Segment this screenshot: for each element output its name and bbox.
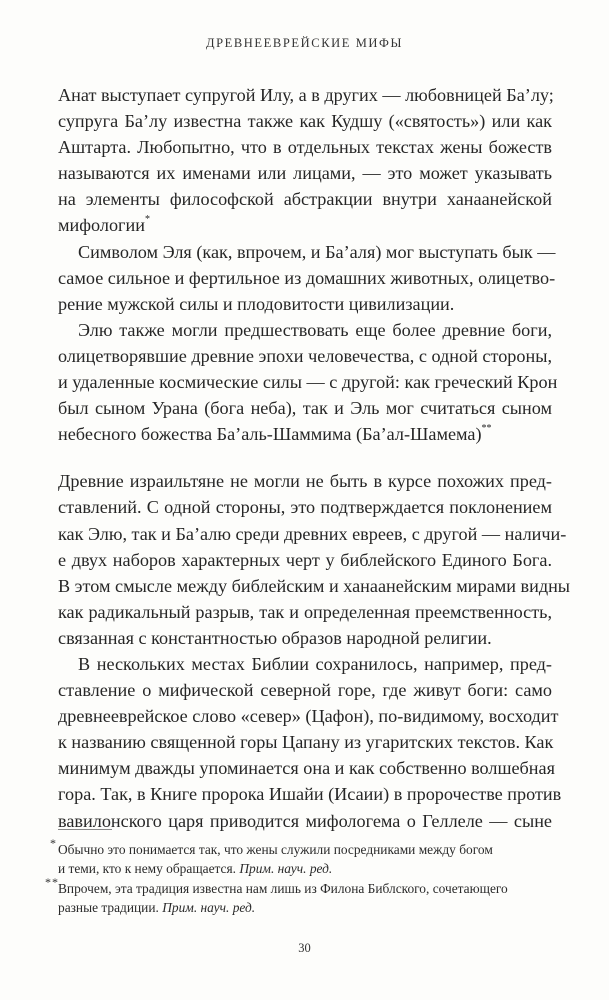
paragraph-5 <box>58 651 562 834</box>
text-line: древнееврейское слово «север» (Цафон), по-видимому, восходит <box>58 706 559 727</box>
text-line <box>58 212 552 238</box>
text-line: супруга Ба’лу известна также как Кудшу («святость») или как <box>58 111 552 132</box>
text-line: олицетворявшие древние эпохи человечества, с одной стороны, <box>58 345 552 366</box>
footnote-ref-1[interactable]: * <box>144 214 150 226</box>
text-line: Символом Эля (как, впрочем, и Ба’аля) мог выступать бык — <box>78 241 556 262</box>
paragraph-4 <box>58 468 571 651</box>
text-line: как радикальный разрыв, так и определенная преемственность, <box>58 601 552 622</box>
text-line-content: небесного божества Ба’аль-Шаммима (Ба’ал-Шамема) <box>58 424 482 445</box>
text-line: к названию священной горы Цапану из угаритских текстов. Как <box>58 732 554 753</box>
text-line: Анат выступает супругой Илу, а в других — любовницей Ба’лу; <box>58 85 554 105</box>
text-line: Аштарта. Любопытно, что в отдельных текстах жены божеств <box>58 137 552 158</box>
editor-note: Прим. науч. ред. <box>239 861 333 877</box>
paragraph-3 <box>58 317 558 447</box>
footnote-text: разные традиции. <box>58 899 163 915</box>
footnote-text: и теми, кто к нему обращается. <box>58 861 240 877</box>
text-line: ставление о мифической северной горе, где живут боги: само <box>58 680 552 701</box>
footnote-mark: * <box>50 836 56 850</box>
footnote-line <box>58 859 552 878</box>
text-line-content: мифологии <box>58 215 145 236</box>
footnote-1 <box>50 836 552 879</box>
text-line <box>58 421 552 447</box>
paragraph-1 <box>58 82 552 239</box>
text-line: был сыном Урана (бога неба), так и Эль мог считаться сыном <box>58 398 552 419</box>
running-title: ДРЕВНЕЕВРЕЙСКИЕ МИФЫ <box>205 36 404 50</box>
footnote-line: Обычно это понимается так, что жены служили посредниками между богом <box>58 842 493 857</box>
paragraph-2 <box>58 239 556 317</box>
text-line: ставлений. С одной стороны, это подтверждается поклонением <box>58 497 552 518</box>
footnote-2 <box>45 874 552 918</box>
text-line: минимум дважды упоминается она и как собственно волшебная <box>58 758 555 779</box>
text-line: на элементы философской абстракции внутри ханаанейской <box>58 189 552 210</box>
footnote-ref-2[interactable]: ** <box>481 423 492 435</box>
footnote-mark: ** <box>45 874 59 889</box>
text-line: В нескольких местах Библии сохранилось, например, пред- <box>78 653 552 674</box>
text-line: и удаленные космические силы — с другой: как греческий Крон <box>58 372 558 393</box>
section-break <box>58 447 552 468</box>
text-line: как Элю, так и Ба’алю среди древних евреев, с другой — наличи- <box>58 523 567 544</box>
text-line: гора. Так, в Книге пророка Ишайи (Исаии) в пророчестве против <box>58 784 562 805</box>
footnotes <box>45 836 552 917</box>
footnote-divider <box>58 829 112 830</box>
text-line: самое сильное и фертильное из домашних животных, олицетво- <box>58 267 556 288</box>
text-line: Элю также могли предшествовать еще более древние боги, <box>78 319 552 340</box>
text-line: вавилонского царя приводится мифологема о Геллеле — сыне <box>58 810 552 831</box>
text-line: рение мужской силы и плодовитости цивилизации. <box>58 293 455 314</box>
text-line: называются их именами или лицами, — это может указывать <box>58 163 552 184</box>
text-line: Древние израильтяне не могли не быть в курсе похожих пред- <box>58 471 552 492</box>
text-line: В этом смысле между библейским и ханаанейским мирами видны <box>58 575 571 596</box>
page-number: 30 <box>298 941 311 955</box>
text-line: связанная с константностью образов народной религии. <box>58 627 492 648</box>
editor-note: Прим. науч. ред. <box>162 899 256 915</box>
text-line: е двух наборов характерных черт у библейского Единого Бога. <box>58 549 552 570</box>
body-text <box>58 82 571 834</box>
footnote-line <box>58 898 552 917</box>
footnote-line: Впрочем, эта традиция известна нам лишь из Филона Библского, сочетающего <box>58 880 508 896</box>
